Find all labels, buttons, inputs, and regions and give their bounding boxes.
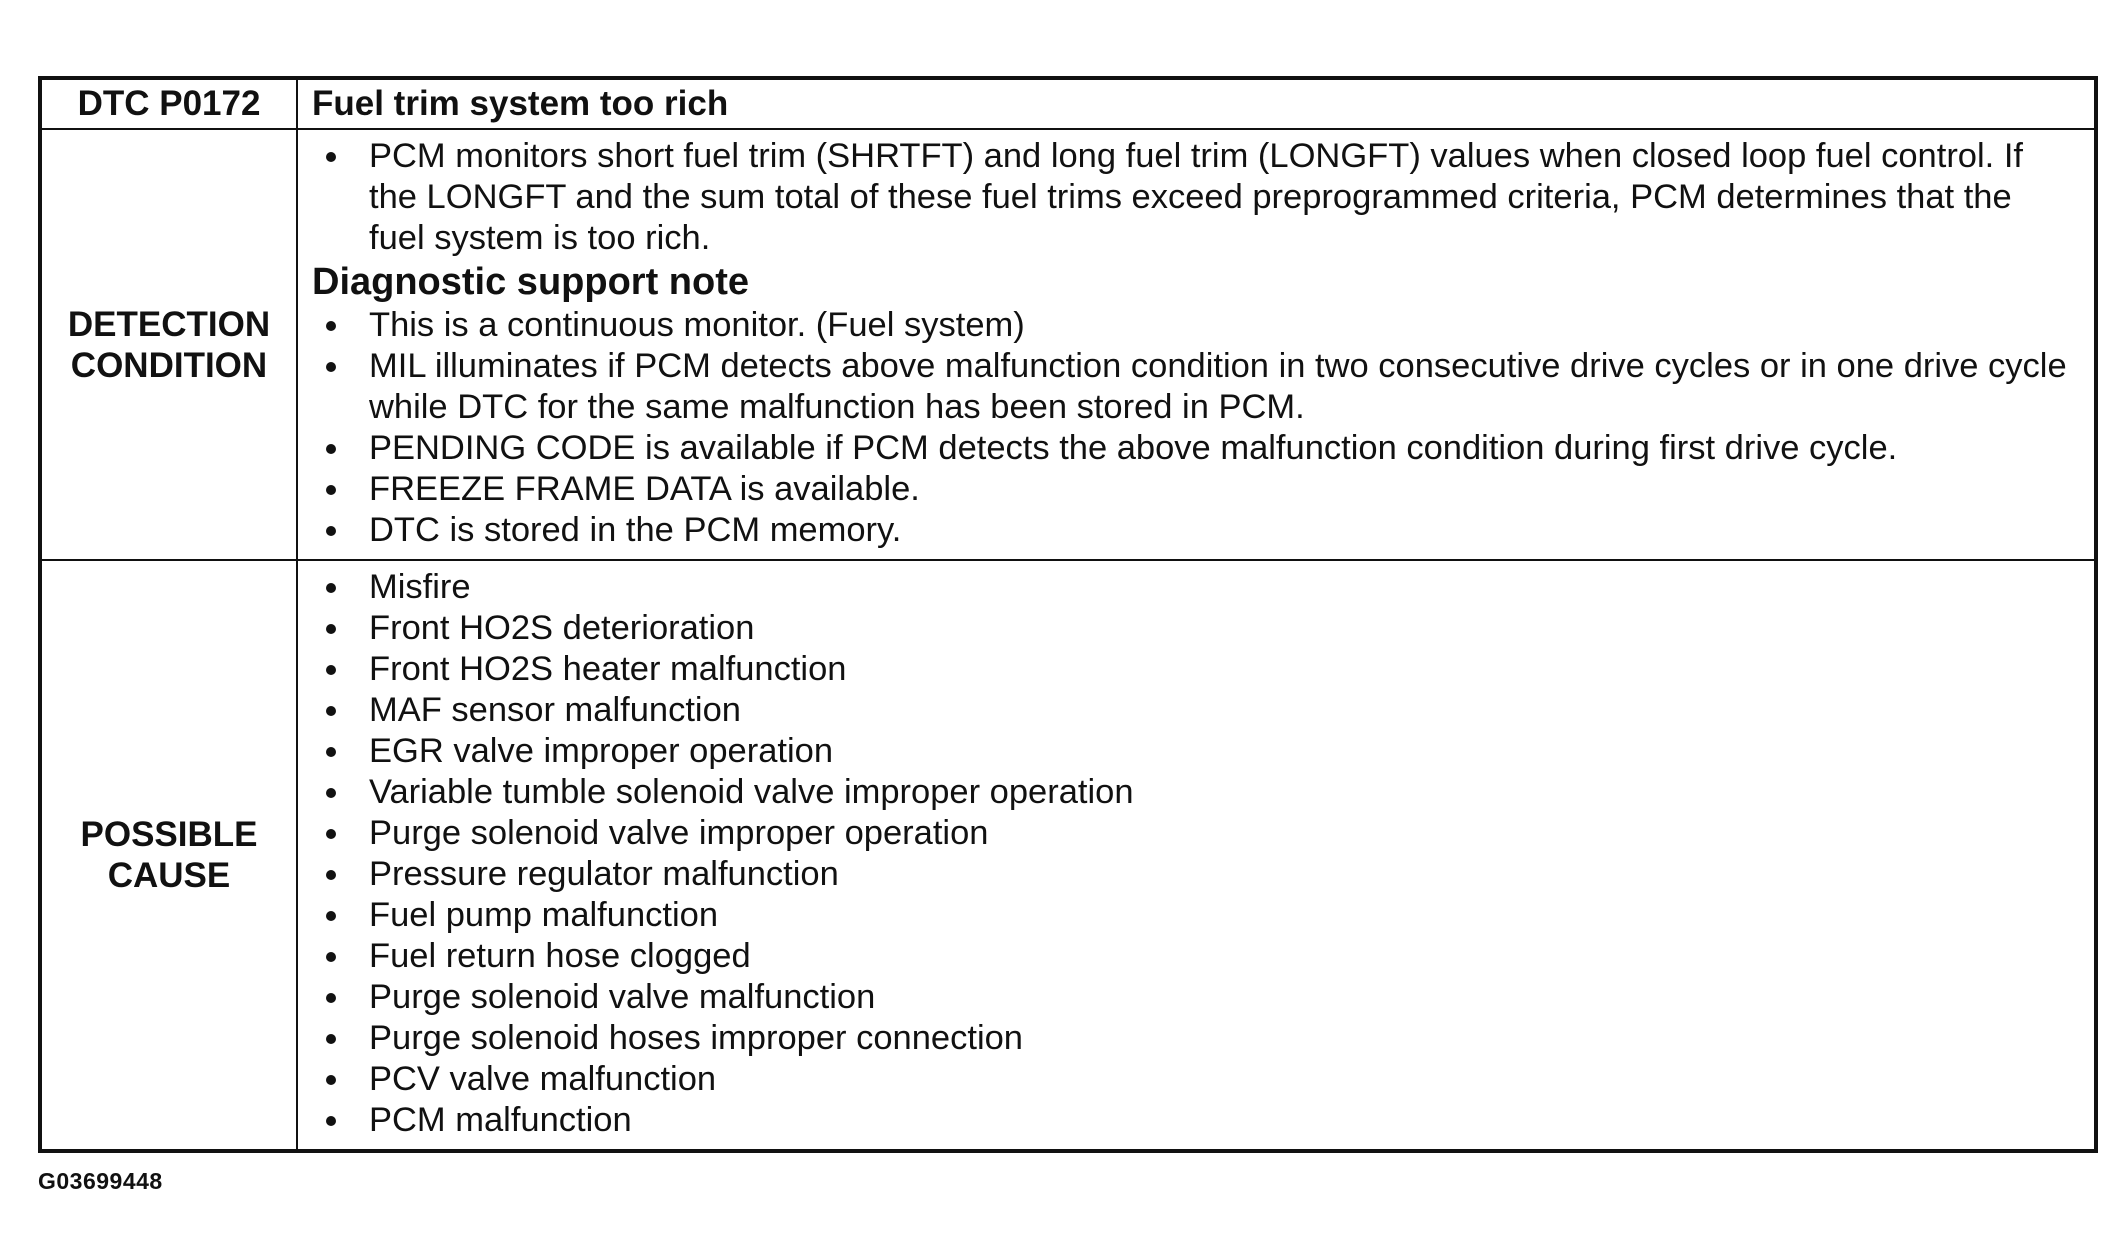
list-item: PENDING CODE is available if PCM detects the above malfunction condition during first drive cycle.	[312, 428, 2074, 469]
detection-description: PCM monitors short fuel trim (SHRTFT) and long fuel trim (LONGFT) values when closed loop fuel control. If the LONGFT and the sum total of these fuel trims exceed preprogrammed criteria, PCM determines that the fuel system is too rich.	[312, 136, 2074, 259]
diagnostic-support-heading: Diagnostic support note	[312, 261, 749, 303]
dtc-table	[38, 76, 2098, 1153]
list-item: MAF sensor malfunction	[312, 690, 2074, 731]
list-item: PCM malfunction	[312, 1100, 2074, 1141]
cause-label-line1: POSSIBLE	[80, 815, 258, 854]
diagnostic-notes-list	[312, 305, 2074, 551]
detection-condition-content	[297, 129, 2096, 560]
list-item: This is a continuous monitor. (Fuel system)	[312, 305, 2074, 346]
table-header-row	[40, 78, 2096, 129]
list-item: EGR valve improper operation	[312, 731, 2074, 772]
detection-condition-row	[40, 129, 2096, 560]
cause-label-line2: CAUSE	[107, 856, 231, 895]
list-item: MIL illuminates if PCM detects above malfunction condition in two consecutive drive cycles or in one drive cycle while DTC for the same malfunction has been stored in PCM.	[312, 346, 2074, 428]
list-item: FREEZE FRAME DATA is available.	[312, 469, 2074, 510]
list-item: Front HO2S deterioration	[312, 608, 2074, 649]
list-item: Purge solenoid hoses improper connection	[312, 1018, 2074, 1059]
dtc-code: DTC P0172	[40, 78, 297, 129]
detection-label-line1: DETECTION	[67, 304, 271, 344]
list-item: Variable tumble solenoid valve improper operation	[312, 772, 2074, 813]
dtc-title: Fuel trim system too rich	[297, 78, 2096, 129]
figure-id: G03699448	[38, 1168, 163, 1194]
list-item: PCV valve malfunction	[312, 1059, 2074, 1100]
possible-cause-list	[312, 567, 2074, 1141]
list-item: Purge solenoid valve malfunction	[312, 977, 2074, 1018]
detection-label-line2: CONDITION	[70, 345, 268, 385]
possible-cause-row	[40, 560, 2096, 1151]
list-item: Fuel return hose clogged	[312, 936, 2074, 977]
list-item: Pressure regulator malfunction	[312, 854, 2074, 895]
possible-cause-label	[40, 560, 297, 1151]
detection-description-list	[312, 136, 2074, 259]
detection-condition-label	[40, 129, 297, 560]
possible-cause-content	[297, 560, 2096, 1151]
list-item: Misfire	[312, 567, 2074, 608]
list-item: Fuel pump malfunction	[312, 895, 2074, 936]
list-item: DTC is stored in the PCM memory.	[312, 510, 2074, 551]
list-item: Front HO2S heater malfunction	[312, 649, 2074, 690]
list-item: Purge solenoid valve improper operation	[312, 813, 2074, 854]
